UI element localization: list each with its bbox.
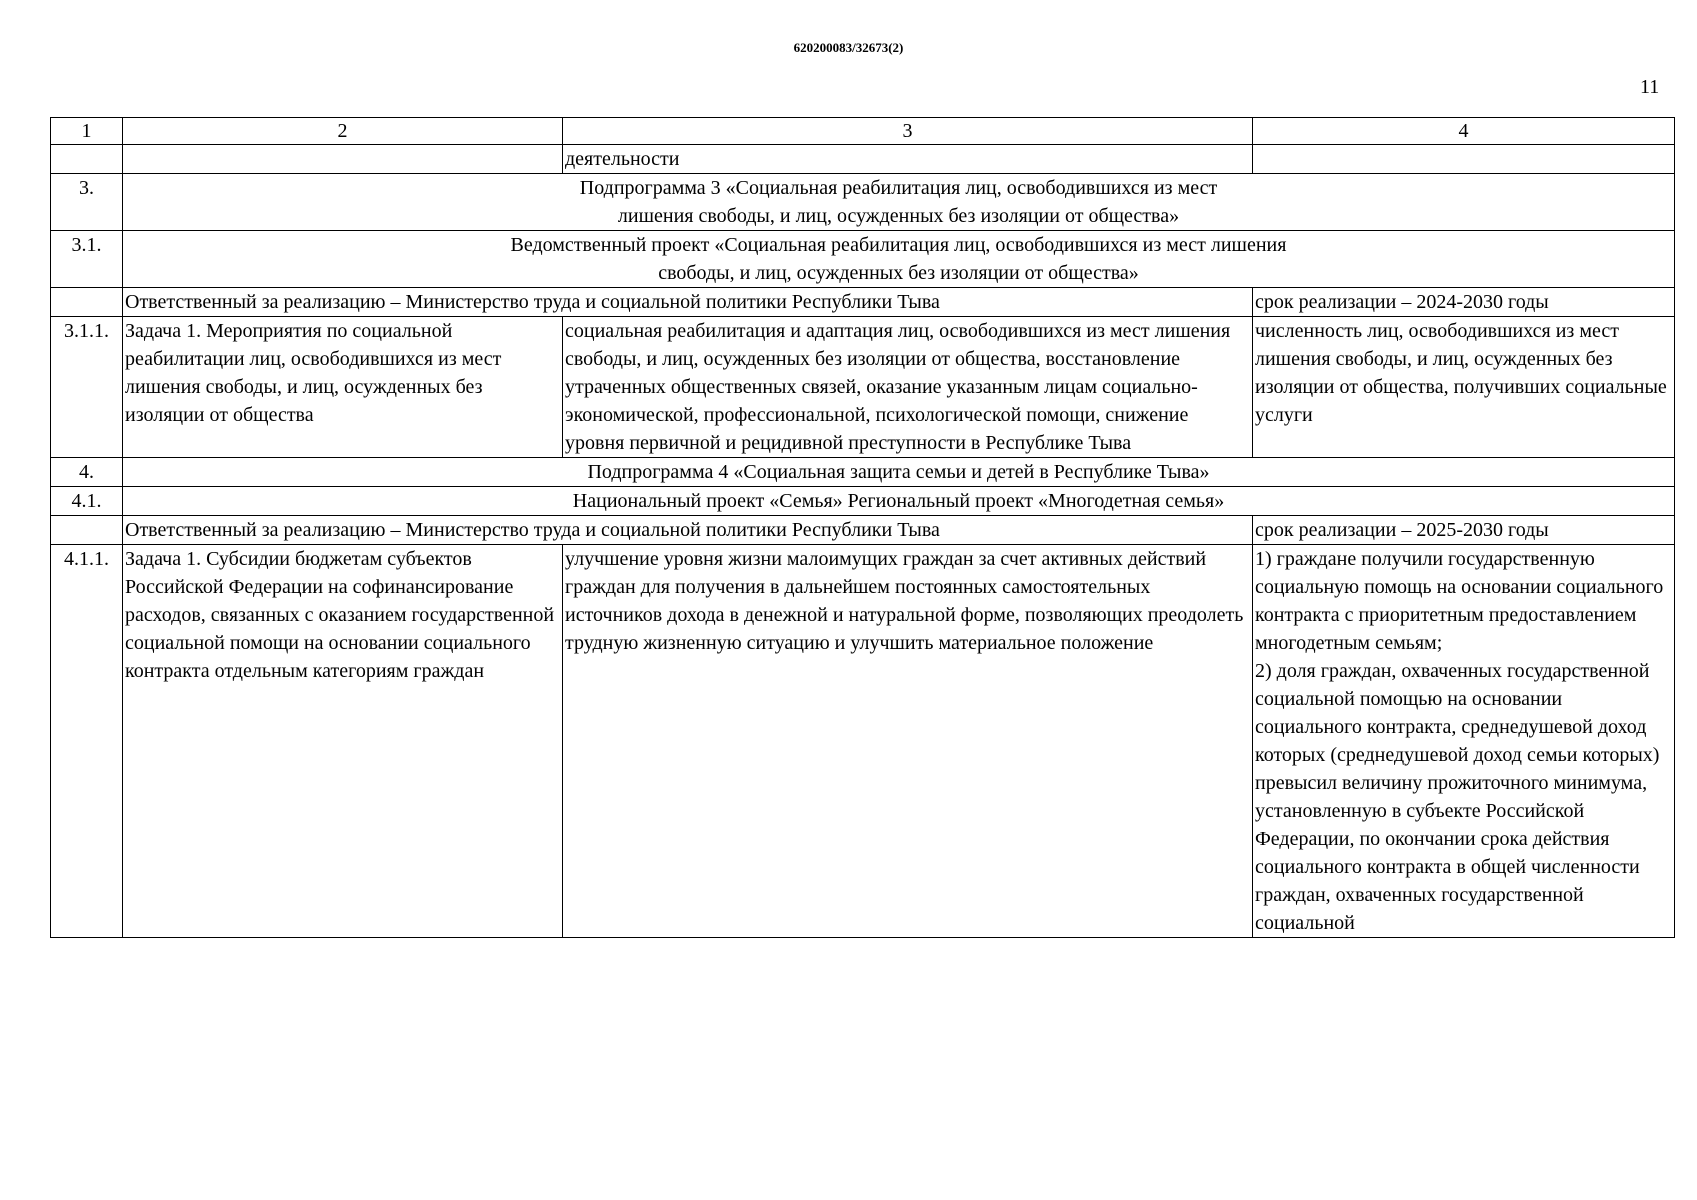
table-header-row xyxy=(51,118,1675,145)
row-number-cell xyxy=(51,288,123,317)
table-row-responsible-4-1 xyxy=(51,516,1675,545)
row-number-cell: 3. xyxy=(51,174,123,231)
table-row-subprogram-3 xyxy=(51,174,1675,231)
project-title xyxy=(123,231,1675,288)
subprogram-title-line-2: лишения свободы, и лиц, осужденных без изоляции от общества» xyxy=(617,205,1180,227)
effects-cell: деятельности xyxy=(563,145,1253,174)
task-cell xyxy=(123,145,563,174)
table-row-task-3-1-1 xyxy=(51,317,1675,458)
project-title-line-2: свободы, и лиц, осужденных без изоляции от общества» xyxy=(658,262,1139,284)
indicator-cell xyxy=(1253,145,1675,174)
table-row-subprogram-4 xyxy=(51,458,1675,487)
column-header-3: 3 xyxy=(563,118,1253,145)
indicator-cell xyxy=(1253,545,1675,938)
table-row-project-3-1 xyxy=(51,231,1675,288)
project-title: Национальный проект «Семья» Региональный проект «Многодетная семья» xyxy=(123,487,1675,516)
row-number-cell xyxy=(51,516,123,545)
row-number-cell xyxy=(51,145,123,174)
row-number-cell: 3.1.1. xyxy=(51,317,123,458)
column-header-4: 4 xyxy=(1253,118,1675,145)
task-cell: Задача 1. Мероприятия по социальной реабилитации лиц, освободившихся из мест лишения свободы, и лиц, осужденных без изоляции от общества xyxy=(123,317,563,458)
subprogram-title-line-1: Подпрограмма 3 «Социальная реабилитация лиц, освободившихся из мест xyxy=(579,177,1218,199)
responsible-cell: Ответственный за реализацию – Министерство труда и социальной политики Республики Тыва xyxy=(123,516,1253,545)
project-title-line-1: Ведомственный проект «Социальная реабилитация лиц, освободившихся из мест лишения xyxy=(510,234,1287,256)
row-number-cell: 4.1.1. xyxy=(51,545,123,938)
table-row-responsible-3-1 xyxy=(51,288,1675,317)
indicator-cell: численность лиц, освободившихся из мест лишения свободы, и лиц, осужденных без изоляции от общества, получивших социальные услуги xyxy=(1253,317,1675,458)
indicator-item-1: 1) граждане получили государственную социальную помощь на основании социального контракта с приоритетным предоставлением многодетным семьям; xyxy=(1255,548,1664,654)
subprogram-title: Подпрограмма 4 «Социальная защита семьи и детей в Республике Тыва» xyxy=(123,458,1675,487)
column-header-2: 2 xyxy=(123,118,563,145)
page-number: 11 xyxy=(1640,76,1660,98)
responsible-cell: Ответственный за реализацию – Министерство труда и социальной политики Республики Тыва xyxy=(123,288,1253,317)
indicator-item-2: 2) доля граждан, охваченных государственной социальной помощью на основании социального контракта, среднедушевой доход которых (среднедушевой доход семьи которых) превысил величину прожиточного минимума, установленную в субъекте Российской Федерации, по окончании срока действия социального контракта в общей численности граждан, охваченных государственной социальной xyxy=(1255,660,1660,934)
subprogram-title xyxy=(123,174,1675,231)
table-row-continuation xyxy=(51,145,1675,174)
row-number-cell: 3.1. xyxy=(51,231,123,288)
table-row-task-4-1-1 xyxy=(51,545,1675,938)
row-number-cell: 4.1. xyxy=(51,487,123,516)
effects-cell: улучшение уровня жизни малоимущих граждан за счет активных действий граждан для получения в дальнейшем постоянных самостоятельных источников дохода в денежной и натуральной форме, позволяющих преодолеть трудную жизненную ситуацию и улучшить материальное положение xyxy=(563,545,1253,938)
effects-cell: социальная реабилитация и адаптация лиц, освободившихся из мест лишения свободы, и лиц, осужденных без изоляции от общества, восстановление утраченных общественных связей, оказание указанным лицам социально-экономической, профессиональной, психологической помощи, снижение уровня первичной и рецидивной преступности в Республике Тыва xyxy=(563,317,1253,458)
measures-table xyxy=(50,117,1675,938)
table-row-project-4-1 xyxy=(51,487,1675,516)
term-cell: срок реализации – 2025-2030 годы xyxy=(1253,516,1675,545)
column-header-1: 1 xyxy=(51,118,123,145)
term-cell: срок реализации – 2024-2030 годы xyxy=(1253,288,1675,317)
task-cell: Задача 1. Субсидии бюджетам субъектов Российской Федерации на софинансирование расходов, связанных с оказанием государственной социальной помощи на основании социального контракта отдельным категориям граждан xyxy=(123,545,563,938)
document-id: 620200083/32673(2) xyxy=(793,40,904,55)
row-number-cell: 4. xyxy=(51,458,123,487)
